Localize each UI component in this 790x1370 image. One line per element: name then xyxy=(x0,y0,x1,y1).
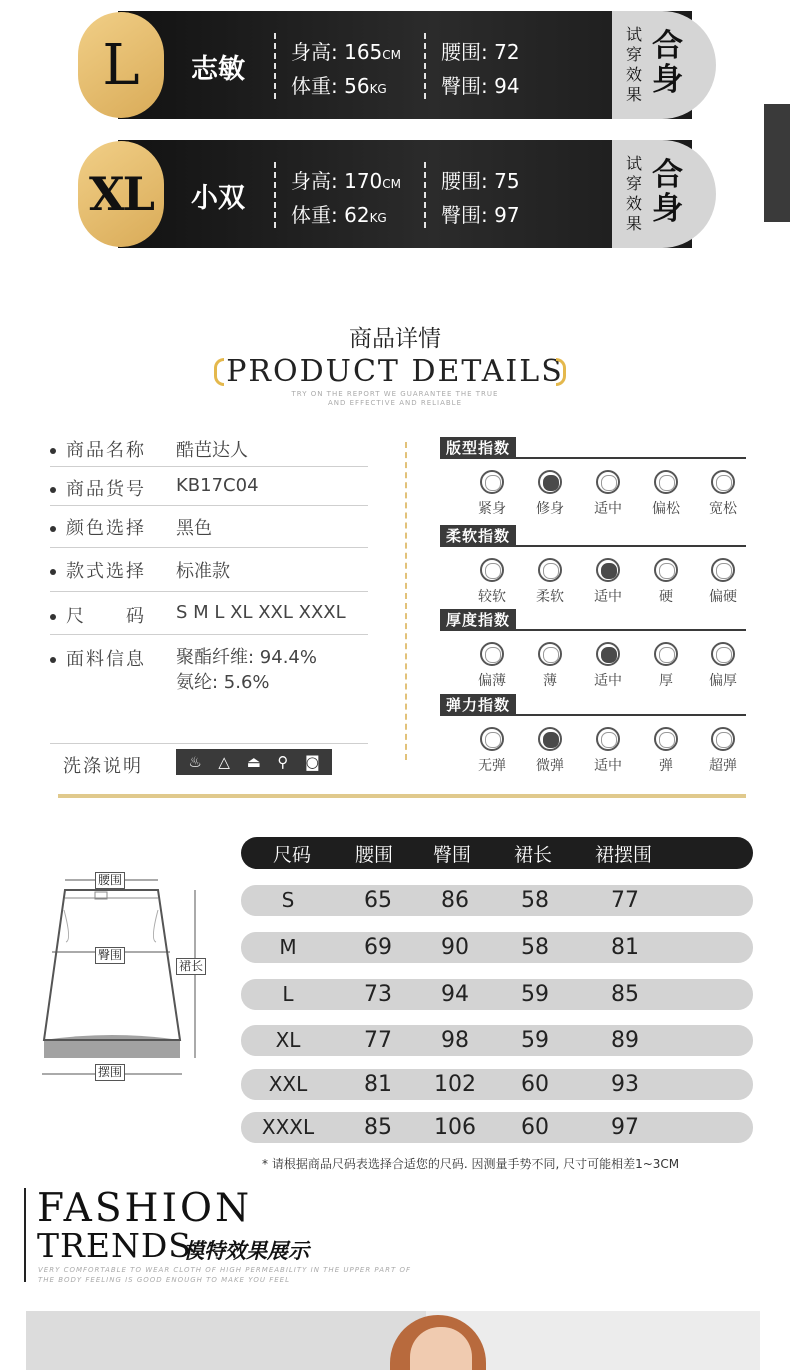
index-option-label: 适中 xyxy=(594,501,622,517)
wash-icons xyxy=(176,749,332,775)
index-option[interactable] xyxy=(703,642,743,690)
info-value: 标准款 xyxy=(176,561,230,582)
index-option-label: 紧身 xyxy=(478,501,506,517)
section-title-en: PRODUCT DETAILS xyxy=(226,354,564,389)
divider xyxy=(274,33,276,99)
height-stat: 身高: 165CM xyxy=(291,40,402,64)
index-option[interactable] xyxy=(472,470,512,518)
info-value: 黑色 xyxy=(176,518,212,539)
table-cell: 86 xyxy=(441,888,469,913)
section-subtitle: TRY ON THE REPORT WE GUARANTEE THE TRUE xyxy=(291,390,499,398)
table-cell: 85 xyxy=(364,1115,392,1140)
index-option-label: 弹 xyxy=(659,758,673,774)
header-hem: 裙摆围 xyxy=(595,844,653,866)
bullet-icon xyxy=(50,487,56,493)
index-option[interactable] xyxy=(472,727,512,775)
radio-icon[interactable] xyxy=(538,642,562,666)
bullet-icon xyxy=(50,526,56,532)
table-cell: 90 xyxy=(441,935,469,960)
index-option[interactable] xyxy=(703,558,743,606)
radio-icon[interactable] xyxy=(480,470,504,494)
bullet-icon xyxy=(50,569,56,575)
waist-stat: 腰围: 75 xyxy=(441,169,520,193)
table-row xyxy=(241,979,753,1010)
table-row xyxy=(241,885,753,916)
table-cell: 69 xyxy=(364,935,392,960)
bullet-icon xyxy=(50,657,56,663)
bullet-icon xyxy=(50,614,56,620)
radio-icon[interactable] xyxy=(596,727,620,751)
index-option-label: 超弹 xyxy=(709,758,737,774)
radio-icon[interactable] xyxy=(480,642,504,666)
info-row-style xyxy=(50,557,368,592)
table-cell: 77 xyxy=(364,1028,392,1053)
index-option-label: 宽松 xyxy=(709,501,737,517)
radio-selected-icon[interactable] xyxy=(538,470,562,494)
index-option[interactable] xyxy=(646,642,686,690)
radio-icon[interactable] xyxy=(711,470,735,494)
table-cell: XXXL xyxy=(261,1115,315,1139)
bullet-icon xyxy=(50,448,56,454)
size-badge: L xyxy=(78,12,164,118)
no-bleach-icon: △ xyxy=(218,753,230,771)
table-row xyxy=(241,1069,753,1100)
index-option[interactable] xyxy=(703,470,743,518)
radio-icon[interactable] xyxy=(654,470,678,494)
info-row-name xyxy=(50,436,368,467)
info-label: 商品货号 xyxy=(66,479,146,500)
fit-tag xyxy=(612,11,716,119)
table-cell: 97 xyxy=(611,1115,639,1140)
radio-selected-icon[interactable] xyxy=(596,642,620,666)
radio-icon[interactable] xyxy=(538,558,562,582)
skirt-diagram xyxy=(30,860,220,1090)
header-size: 尺码 xyxy=(273,844,312,866)
index-header xyxy=(440,525,746,547)
side-scroll-tab[interactable] xyxy=(764,104,790,222)
waist-stat: 腰围: 72 xyxy=(441,40,520,64)
info-value: KB17C04 xyxy=(176,475,259,496)
diagram-label-waist: 腰围 xyxy=(95,872,125,889)
table-cell: 58 xyxy=(521,935,549,960)
info-label: 款式选择 xyxy=(66,561,146,582)
wash-tub-icon: ♨ xyxy=(188,753,202,771)
header-length: 裙长 xyxy=(514,844,553,866)
gold-divider xyxy=(58,794,746,798)
index-option-label: 偏松 xyxy=(652,501,680,517)
index-option-label: 适中 xyxy=(594,673,622,689)
table-cell: 102 xyxy=(434,1072,476,1097)
table-row xyxy=(241,1112,753,1143)
table-cell: 85 xyxy=(611,982,639,1007)
table-cell: 94 xyxy=(441,982,469,1007)
table-cell: 59 xyxy=(521,982,549,1007)
section-title-cn: 商品详情 xyxy=(349,326,441,352)
index-option[interactable] xyxy=(588,727,628,775)
radio-icon[interactable] xyxy=(711,558,735,582)
index-option[interactable] xyxy=(588,470,628,518)
table-cell: 77 xyxy=(611,888,639,913)
index-option-label: 柔软 xyxy=(536,589,564,605)
index-option-label: 偏硬 xyxy=(709,589,737,605)
table-cell: M xyxy=(279,935,297,959)
table-cell: 81 xyxy=(364,1072,392,1097)
radio-icon[interactable] xyxy=(480,558,504,582)
table-cell: 65 xyxy=(364,888,392,913)
divider xyxy=(424,33,426,99)
info-label: 面料信息 xyxy=(66,649,146,670)
index-option[interactable] xyxy=(530,727,570,775)
model-name: 志敏 xyxy=(191,54,245,85)
radio-icon[interactable] xyxy=(480,727,504,751)
radio-icon[interactable] xyxy=(654,642,678,666)
index-option[interactable] xyxy=(472,558,512,606)
skirt-outline-icon xyxy=(30,860,220,1090)
info-label: 颜色选择 xyxy=(66,518,146,539)
info-value xyxy=(176,645,317,695)
model-photo xyxy=(26,1311,760,1370)
index-option[interactable] xyxy=(703,727,743,775)
table-cell: S xyxy=(281,888,295,912)
index-option[interactable] xyxy=(530,558,570,606)
table-cell: 81 xyxy=(611,935,639,960)
index-option-label: 硬 xyxy=(659,589,673,605)
index-option-label: 偏厚 xyxy=(709,673,737,689)
wash-label: 洗涤说明 xyxy=(63,756,143,777)
size-badge: XL xyxy=(78,141,164,247)
table-cell: 89 xyxy=(611,1028,639,1053)
info-row-size xyxy=(50,602,368,635)
fashion-subtext: VERY COMFORTABLE TO WEAR CLOTH OF HIGH PERMEABILITY IN THE UPPER PART OF xyxy=(38,1266,411,1274)
hang-dry-icon: ⚲ xyxy=(277,753,289,771)
index-option[interactable] xyxy=(530,470,570,518)
model-name: 小双 xyxy=(191,183,245,214)
radio-selected-icon[interactable] xyxy=(538,727,562,751)
index-option[interactable] xyxy=(588,642,628,690)
table-row xyxy=(241,932,753,963)
fit-tag xyxy=(612,140,716,248)
index-option[interactable] xyxy=(646,727,686,775)
divider xyxy=(424,162,426,228)
table-cell: 73 xyxy=(364,982,392,1007)
fashion-heading: FASHION xyxy=(37,1186,253,1231)
header-hip: 臀围 xyxy=(433,844,472,866)
info-row-fabric xyxy=(50,645,368,744)
section-subtitle: AND EFFECTIVE AND RELIABLE xyxy=(327,399,462,407)
diagram-label-length: 裙长 xyxy=(176,958,206,975)
info-value: 酷芭达人 xyxy=(176,440,248,461)
model-showcase-title: 模特效果展示 xyxy=(183,1239,309,1263)
model-card-l xyxy=(78,11,718,119)
table-row xyxy=(241,1025,753,1056)
index-option[interactable] xyxy=(646,470,686,518)
fit-tag-value: 合身 xyxy=(652,28,683,98)
index-option-label: 无弹 xyxy=(478,758,506,774)
index-option[interactable] xyxy=(588,558,628,606)
table-cell: XXL xyxy=(268,1072,308,1096)
table-cell: XL xyxy=(275,1028,301,1052)
info-label: 商品名称 xyxy=(66,440,146,461)
index-header xyxy=(440,609,746,631)
weight-stat: 体重: 56KG xyxy=(291,74,387,98)
index-option-label: 微弹 xyxy=(536,758,564,774)
table-cell: 58 xyxy=(521,888,549,913)
radio-icon[interactable] xyxy=(711,727,735,751)
fit-tag-label: 试穿效果 xyxy=(626,154,643,233)
table-cell: 93 xyxy=(611,1072,639,1097)
vertical-divider xyxy=(405,442,407,760)
index-title: 弹力指数 xyxy=(440,694,516,716)
trends-heading: TRENDS xyxy=(37,1226,192,1265)
index-option-label: 修身 xyxy=(536,501,564,517)
radio-icon[interactable] xyxy=(711,642,735,666)
table-cell: 60 xyxy=(521,1115,549,1140)
radio-icon[interactable] xyxy=(654,558,678,582)
index-title: 版型指数 xyxy=(440,437,516,459)
table-cell: 106 xyxy=(434,1115,476,1140)
index-title: 厚度指数 xyxy=(440,609,516,631)
info-row-sku xyxy=(50,475,368,506)
index-option[interactable] xyxy=(530,642,570,690)
fit-tag-value: 合身 xyxy=(652,157,683,227)
divider xyxy=(274,162,276,228)
info-label: 尺 码 xyxy=(66,606,146,627)
index-option-label: 厚 xyxy=(659,673,673,689)
info-row-color xyxy=(50,514,368,548)
index-option-label: 偏薄 xyxy=(478,673,506,689)
hip-stat: 臀围: 97 xyxy=(441,203,520,227)
fabric-line-1: 聚酯纤维: 94.4% xyxy=(176,647,317,668)
no-tumble-dry-icon: ◙ xyxy=(305,753,320,771)
table-cell: 98 xyxy=(441,1028,469,1053)
fabric-line-2: 氨纶: 5.6% xyxy=(176,672,270,693)
fashion-subtext: THE BODY FEELING IS GOOD ENOUGH TO MAKE YOU FEEL xyxy=(38,1276,290,1284)
table-cell: 60 xyxy=(521,1072,549,1097)
index-option[interactable] xyxy=(472,642,512,690)
index-header xyxy=(440,437,746,459)
index-option[interactable] xyxy=(646,558,686,606)
index-title: 柔软指数 xyxy=(440,525,516,547)
radio-icon[interactable] xyxy=(654,727,678,751)
hip-stat: 臀围: 94 xyxy=(441,74,520,98)
index-header xyxy=(440,694,746,716)
table-cell: L xyxy=(282,982,294,1006)
info-value: S M L XL XXL XXXL xyxy=(176,602,346,623)
index-option-label: 适中 xyxy=(594,758,622,774)
model-card-xl xyxy=(78,140,718,248)
diagram-label-hip: 臀围 xyxy=(95,947,125,964)
radio-selected-icon[interactable] xyxy=(596,558,620,582)
index-option-label: 薄 xyxy=(543,673,557,689)
size-note: * 请根据商品尺码表选择合适您的尺码. 因测量手势不同, 尺寸可能相差1~3CM xyxy=(262,1157,680,1171)
weight-stat: 体重: 62KG xyxy=(291,203,387,227)
iron-icon: ⏏ xyxy=(246,753,261,771)
radio-icon[interactable] xyxy=(596,470,620,494)
accent-line xyxy=(24,1188,26,1282)
index-option-label: 较软 xyxy=(478,589,506,605)
table-cell: 59 xyxy=(521,1028,549,1053)
diagram-label-hem: 摆围 xyxy=(95,1064,125,1081)
index-option-label: 适中 xyxy=(594,589,622,605)
header-waist: 腰围 xyxy=(355,844,394,866)
fit-tag-label: 试穿效果 xyxy=(626,25,643,104)
height-stat: 身高: 170CM xyxy=(291,169,402,193)
size-table-header xyxy=(241,837,753,869)
